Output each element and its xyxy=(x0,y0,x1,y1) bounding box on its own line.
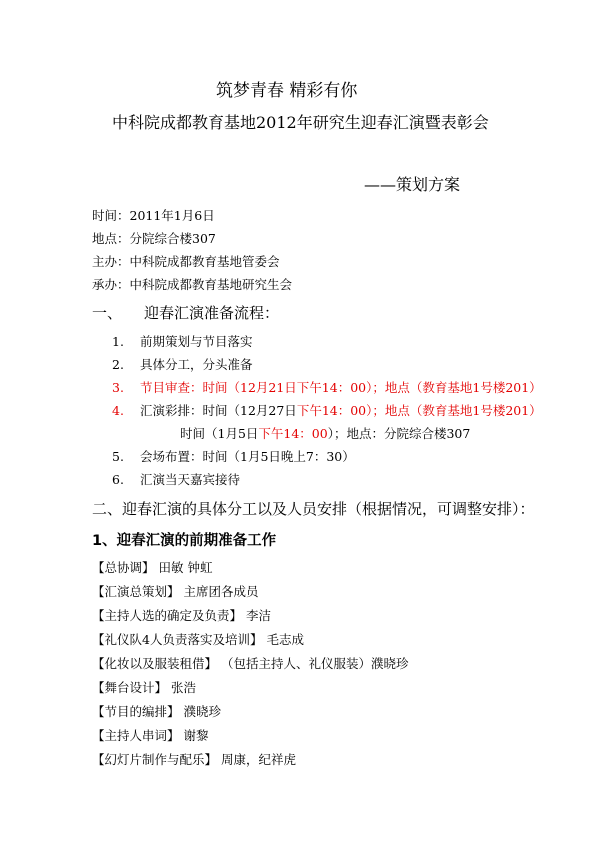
task-row xyxy=(92,654,409,672)
meta-organizer: 承办：中科院成都教育基地研究生会 xyxy=(92,277,293,292)
item-text-red: 下午14：00）；地点（教育基地1号楼201） xyxy=(296,403,542,418)
item-text: 前期策划与节目落实 xyxy=(140,334,253,349)
task-value: （包括主持人、礼仪服装）濮晓珍 xyxy=(221,656,409,671)
task-row xyxy=(92,726,209,744)
section2-subheading: 1、迎春汇演的前期准备工作 xyxy=(92,533,277,549)
task-label: 【化妆以及服装租借】 xyxy=(92,656,218,671)
task-value: 毛志成 xyxy=(266,632,304,647)
item-text: 具体分工，分头准备 xyxy=(140,357,253,372)
task-label: 【礼仪队4人负责落实及培训】 xyxy=(92,632,263,647)
item-number: 2. xyxy=(112,357,124,372)
list-item xyxy=(112,470,240,488)
task-row xyxy=(92,678,196,696)
document-subtitle: 中科院成都教育基地2012年研究生迎春汇演暨表彰会 xyxy=(112,113,489,132)
task-row xyxy=(92,606,271,624)
section1-heading xyxy=(92,302,279,323)
task-value: 濮晓珍 xyxy=(183,704,222,719)
item-text: 节目审查：时间（12月21日下午14：00）；地点（教育基地1号楼201） xyxy=(140,380,542,395)
task-label: 【舞台设计】 xyxy=(92,680,168,695)
item-number: 5. xyxy=(112,449,124,464)
item-number: 3. xyxy=(112,380,124,395)
task-label: 【汇演总策划】 xyxy=(92,584,180,599)
section2-heading: 二、迎春汇演的具体分工以及人员安排（根据情况，可调整安排）： xyxy=(92,500,535,518)
item-number: 4. xyxy=(112,403,124,418)
item-number: 6. xyxy=(112,472,124,487)
cont-text-a: 时间（1月5日 xyxy=(180,426,259,441)
cont-text-c: ）；地点：分院综合楼307 xyxy=(327,426,471,441)
plan-label: ——策划方案 xyxy=(364,175,461,194)
task-label: 【幻灯片制作与配乐】 xyxy=(92,752,218,767)
task-value: 张浩 xyxy=(171,680,197,695)
list-item xyxy=(112,355,253,373)
list-item xyxy=(112,332,253,350)
task-value: 主席团各成员 xyxy=(183,584,259,599)
list-item xyxy=(112,447,355,465)
task-label: 【总协调】 xyxy=(92,560,155,575)
list-item-review xyxy=(112,378,542,396)
item-number: 1. xyxy=(112,334,124,349)
meta-time: 时间：2011年1月6日 xyxy=(92,208,215,223)
task-row xyxy=(92,558,212,576)
cont-text-red: 下午14：00 xyxy=(258,426,328,441)
task-row xyxy=(92,702,221,720)
item-text: 汇演当天嘉宾接待 xyxy=(140,472,241,487)
list-item-continuation xyxy=(180,424,470,442)
task-value: 李洁 xyxy=(246,608,272,623)
item-text: 会场布置：时间（1月5日晚上7：30） xyxy=(140,449,355,464)
document-title: 筑梦青春 精彩有你 xyxy=(216,81,358,101)
task-row xyxy=(92,630,304,648)
list-item-rehearsal xyxy=(112,401,542,419)
task-value: 田敏 钟虹 xyxy=(158,560,213,575)
task-label: 【主持人选的确定及负责】 xyxy=(92,608,243,623)
section1-title: 迎春汇演准备流程： xyxy=(144,304,280,322)
section1-number: 一、 xyxy=(92,304,123,322)
item-text-black: 汇演彩排：时间（12月27日 xyxy=(140,403,297,418)
meta-place: 地点：分院综合楼307 xyxy=(92,231,216,246)
task-value: 周康，纪祥虎 xyxy=(221,752,297,767)
task-row xyxy=(92,750,296,768)
meta-host: 主办：中科院成都教育基地管委会 xyxy=(92,254,280,269)
task-label: 【主持人串词】 xyxy=(92,728,180,743)
task-value: 谢黎 xyxy=(183,728,209,743)
task-label: 【节目的编排】 xyxy=(92,704,180,719)
task-row xyxy=(92,582,259,600)
